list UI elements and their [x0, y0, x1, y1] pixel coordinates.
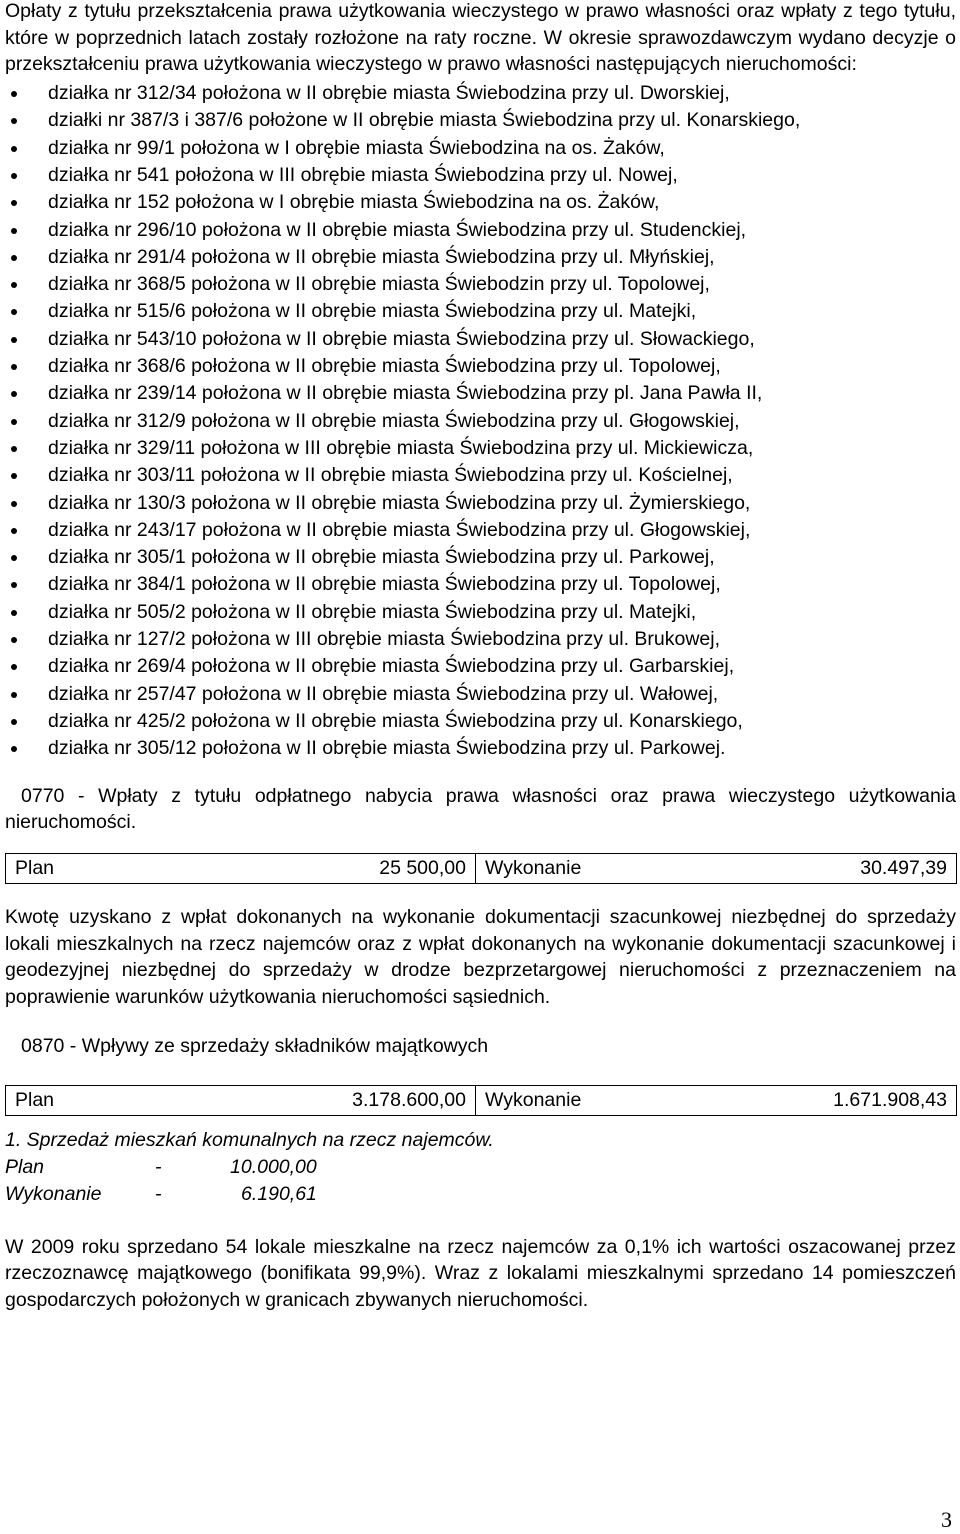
plan-value: 3.178.600,00	[352, 1089, 466, 1112]
subsection-1-execution-row	[5, 1181, 956, 1208]
list-item	[5, 435, 956, 462]
plot-text: działka nr 384/1 położona w II obrębie miasta Świebodzina przy ul. Topolowej,	[48, 573, 721, 596]
execution-dash: -	[155, 1182, 162, 1205]
plot-text: działka nr 305/12 położona w II obrębie miasta Świebodzina przy ul. Parkowej.	[48, 737, 726, 760]
execution-label: Wykonanie	[5, 1182, 102, 1205]
bullet-icon	[11, 610, 17, 616]
plan-label: Plan	[5, 1156, 45, 1179]
page-number: 3	[941, 1507, 952, 1532]
execution-label: Wykonanie	[485, 856, 582, 879]
list-item	[5, 135, 956, 162]
section-0870-title	[5, 1033, 956, 1060]
list-item	[5, 353, 956, 380]
bullet-icon	[11, 337, 17, 343]
execution-value: 30.497,39	[860, 856, 947, 879]
list-item	[5, 244, 956, 271]
list-item	[5, 653, 956, 680]
plot-text: działka nr 515/6 położona w II obrębie miasta Świebodzina przy ul. Matejki,	[48, 300, 697, 323]
bullet-icon	[11, 91, 17, 97]
plot-text: działka nr 99/1 położona w I obrębie miasta Świebodzina na os. Żaków,	[48, 136, 665, 159]
subsection-1-plan-row	[5, 1154, 956, 1181]
plot-text: działka nr 368/5 położona w II obrębie miasta Świebodzin przy ul. Topolowej,	[48, 273, 710, 296]
plot-text: działka nr 541 położona w III obrębie miasta Świebodzina przy ul. Nowej,	[48, 164, 678, 186]
bullet-icon	[11, 446, 17, 452]
plot-text: działka nr 127/2 położona w III obrębie miasta Świebodzina przy ul. Brukowej,	[48, 628, 721, 651]
plot-text: działka nr 243/17 położona w II obrębie miasta Świebodzina przy ul. Głogowskiej,	[48, 518, 751, 541]
bullet-icon	[11, 637, 17, 643]
plan-dash: -	[155, 1156, 162, 1179]
list-item	[5, 326, 956, 353]
bullet-icon	[11, 528, 17, 534]
bullet-icon	[11, 582, 17, 588]
plan-value: 25 500,00	[379, 856, 466, 879]
execution-cell	[476, 1086, 957, 1116]
list-item	[5, 271, 956, 298]
plot-text: działka nr 239/14 położona w II obrębie miasta Świebodzina przy pl. Jana Pawła II,	[48, 382, 763, 405]
bullet-icon	[11, 255, 17, 261]
section-0770-title	[5, 783, 956, 836]
plan-label: Plan	[15, 856, 55, 879]
bullet-icon	[11, 200, 17, 206]
section-0770-title-text: 0770 - Wpłaty z tytułu odpłatnego nabycia prawa własności oraz prawa wieczystego użytkowania nieruchomości.	[5, 784, 956, 834]
plan-label: Plan	[15, 1089, 55, 1112]
execution-value: 6.190,61	[241, 1182, 317, 1205]
plot-text: działka nr 269/4 położona w II obrębie miasta Świebodzina przy ul. Garbarskiej,	[48, 655, 735, 678]
list-item	[5, 80, 956, 107]
plan-value: 10.000,00	[230, 1156, 317, 1179]
execution-label: Wykonanie	[485, 1089, 582, 1112]
plot-text: działka nr 291/4 położona w II obrębie miasta Świebodzina przy ul. Młyńskiej,	[48, 245, 715, 268]
execution-value: 1.671.908,43	[833, 1089, 947, 1112]
intro-paragraph: Opłaty z tytułu przekształcenia prawa użytkowania wieczystego w prawo własności oraz wpłaty z tego tytułu, które w poprzednich latach zostały rozłożone na raty roczne. W okresie sprawozdawczym wydano decyzje o przekształceniu prawa użytkowania wieczystego w prawo własności następujących nieruchomości:	[5, 0, 956, 76]
plot-text: działka nr 543/10 położona w II obrębie miasta Świebodzina przy ul. Słowackiego,	[48, 327, 755, 350]
bullet-icon	[11, 555, 17, 561]
subsection-1-title: 1. Sprzedaż mieszkań komunalnych na rzecz najemców.	[5, 1129, 494, 1152]
list-item	[5, 217, 956, 244]
bullet-icon	[11, 118, 17, 124]
list-item	[5, 708, 956, 735]
plot-text: działka nr 257/47 położona w II obrębie miasta Świebodzina przy ul. Wałowej,	[48, 682, 719, 705]
list-item	[5, 735, 956, 762]
section-0870-title-text: 0870 - Wpływy ze sprzedaży składników majątkowych	[21, 1034, 489, 1057]
bullet-icon	[11, 719, 17, 725]
bullet-icon	[11, 282, 17, 288]
plot-text: działka nr 425/2 położona w II obrębie miasta Świebodzina przy ul. Konarskiego,	[48, 709, 743, 732]
plot-list	[5, 80, 956, 762]
plan-cell	[6, 853, 476, 883]
plot-text: działka nr 312/9 położona w II obrębie miasta Świebodzina przy ul. Głogowskiej,	[48, 409, 740, 432]
plot-text: działka nr 305/1 położona w II obrębie miasta Świebodzina przy ul. Parkowej,	[48, 546, 715, 569]
list-item	[5, 298, 956, 325]
plot-text: działki nr 387/3 i 387/6 położone w II obrębie miasta Świebodzina przy ul. Konarskiego,	[48, 109, 801, 132]
bullet-icon	[11, 173, 17, 179]
section-0770-summary-table	[5, 853, 957, 884]
bullet-icon	[11, 473, 17, 479]
list-item	[5, 189, 956, 216]
plot-text: działka nr 152 położona w I obrębie miasta Świebodzina na os. Żaków,	[48, 191, 660, 214]
plot-text: działka nr 505/2 położona w II obrębie miasta Świebodzina przy ul. Matejki,	[48, 600, 697, 623]
bullet-icon	[11, 228, 17, 234]
bullet-icon	[11, 146, 17, 152]
bullet-icon	[11, 664, 17, 670]
bullet-icon	[11, 746, 17, 752]
list-item	[5, 162, 956, 189]
list-item	[5, 571, 956, 598]
plot-text: działka nr 312/34 położona w II obrębie miasta Świebodzina przy ul. Dworskiej,	[48, 82, 730, 105]
list-item	[5, 462, 956, 489]
execution-cell	[476, 853, 957, 883]
list-item	[5, 544, 956, 571]
plot-text: działka nr 296/10 położona w II obrębie miasta Świebodzina przy ul. Studenckiej,	[48, 218, 747, 241]
list-item	[5, 380, 956, 407]
bullet-icon	[11, 692, 17, 698]
list-item	[5, 490, 956, 517]
plot-text: działka nr 303/11 położona w II obrębie miasta Świebodzina przy ul. Kościelnej,	[48, 464, 733, 487]
list-item	[5, 517, 956, 544]
plot-text: działka nr 329/11 położona w III obrębie miasta Świebodzina przy ul. Mickiewicza,	[48, 436, 754, 459]
plan-cell	[6, 1086, 476, 1116]
bullet-icon	[11, 419, 17, 425]
section-0770-description: Kwotę uzyskano z wpłat dokonanych na wykonanie dokumentacji szacunkowej niezbędnej do sprzedaży lokali mieszkalnych na rzecz najemców oraz z wpłat dokonanych na wykonanie dokumentacji szacunkowej i geodezyjnej niezbędnej do sprzedaży w drodze bezprzetargowej nieruchomości z przeznaczeniem na poprawienie warunków użytkowania nieruchomości sąsiednich.	[5, 905, 956, 1009]
subsection-1-description: W 2009 roku sprzedano 54 lokale mieszkalne na rzecz najemców za 0,1% ich wartości oszacowanej przez rzeczoznawcę majątkowego (bonifikata 99,9%). Wraz z lokalami mieszkalnymi sprzedano 14 pomieszczeń gospodarczych położonych w granicach zbywanych nieruchomości.	[5, 1235, 956, 1311]
plot-text: działka nr 368/6 położona w II obrębie miasta Świebodzina przy ul. Topolowej,	[48, 355, 721, 378]
bullet-icon	[11, 309, 17, 315]
bullet-icon	[11, 391, 17, 397]
bullet-icon	[11, 501, 17, 507]
list-item	[5, 408, 956, 435]
document-page	[5, 0, 956, 1314]
bullet-icon	[11, 364, 17, 370]
plot-text: działka nr 130/3 położona w II obrębie miasta Świebodzina przy ul. Żymierskiego,	[48, 491, 751, 514]
section-0870-summary-table	[5, 1085, 957, 1116]
list-item	[5, 626, 956, 653]
list-item	[5, 681, 956, 708]
list-item	[5, 599, 956, 626]
list-item	[5, 107, 956, 134]
